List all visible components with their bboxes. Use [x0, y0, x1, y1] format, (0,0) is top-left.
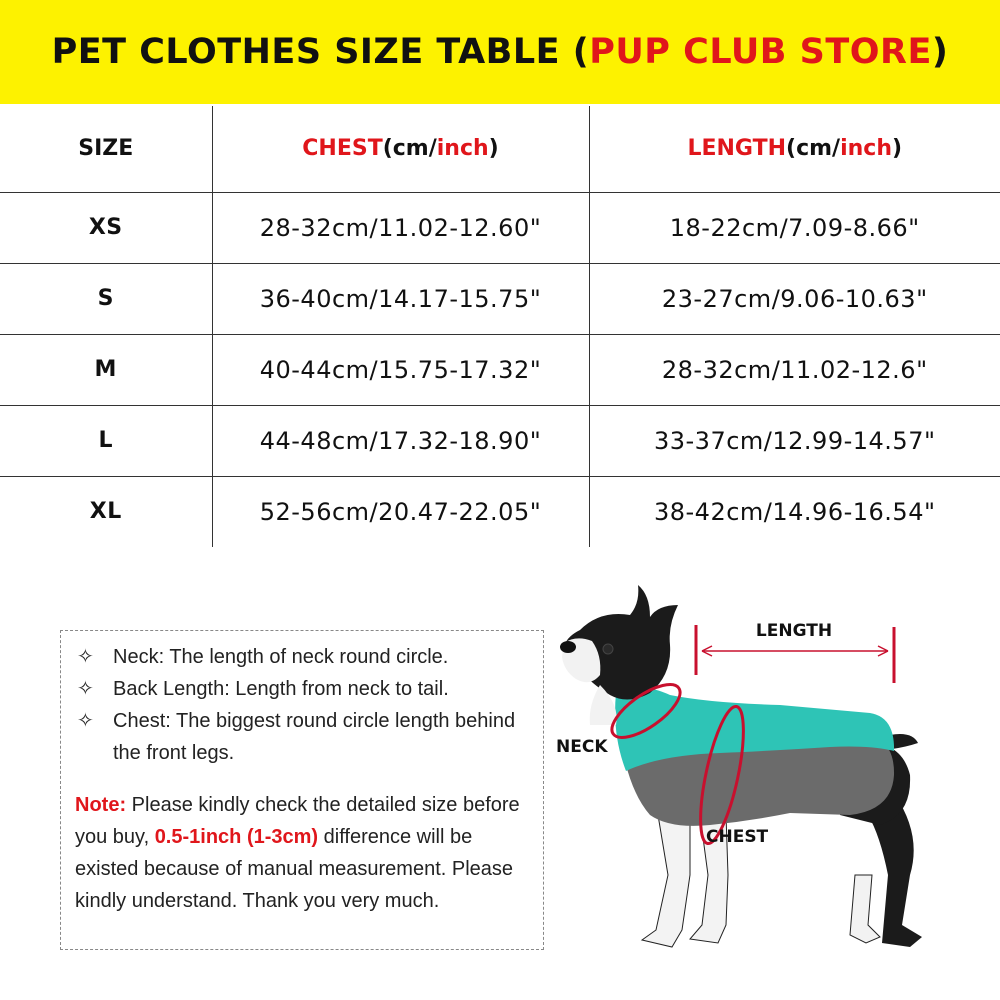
header-size: SIZE: [0, 106, 212, 192]
cell-length: 38-42cm/14.96-16.54": [589, 476, 1000, 547]
table-row: [0, 476, 1000, 547]
header-unit-open: (cm/: [786, 136, 841, 162]
cell-size: L: [0, 405, 212, 476]
note-label: Note:: [75, 794, 127, 816]
note-highlight: 0.5-1inch (1-3cm): [154, 826, 319, 848]
header-unit-inch: inch: [436, 136, 489, 162]
length-label: LENGTH: [755, 621, 833, 641]
dog-front-leg: [642, 815, 690, 947]
page-title: [52, 32, 949, 72]
header-chest-word: CHEST: [302, 136, 383, 162]
list-item: [75, 705, 529, 769]
size-table: [0, 106, 1000, 547]
title-prefix: PET CLOTHES SIZE TABLE (: [51, 32, 590, 72]
header-unit-inch: inch: [840, 136, 892, 162]
note-text-2: difference will be existed because of manual measurement. Please kindly understand. Thank you very much.: [75, 826, 514, 912]
dog-tail: [890, 734, 918, 749]
neck-label: NECK: [556, 737, 608, 757]
dog-illustration: [550, 575, 990, 985]
disclaimer-note: [75, 789, 529, 917]
cell-size: XS: [0, 192, 212, 263]
title-banner: [0, 0, 1000, 104]
cell-chest: 52-56cm/20.47-22.05": [212, 476, 589, 547]
store-name: PUP CLUB STORE: [589, 32, 932, 72]
cell-size: XL: [0, 476, 212, 547]
table-row: [0, 334, 1000, 405]
list-item: [75, 673, 529, 705]
dog-nose: [560, 641, 576, 653]
note-text-1: Please kindly check the detailed size before you buy,: [75, 794, 520, 848]
list-item: [75, 641, 529, 673]
star-bullet-icon: ✧: [77, 646, 94, 668]
header-chest: [212, 106, 589, 192]
cell-length: 28-32cm/11.02-12.6": [589, 334, 1000, 405]
cell-chest: 36-40cm/14.17-15.75": [212, 263, 589, 334]
note-back-length: Back Length: Length from neck to tail.: [113, 678, 449, 700]
table-row: [0, 192, 1000, 263]
cell-length: 33-37cm/12.99-14.57": [589, 405, 1000, 476]
cell-chest: 40-44cm/15.75-17.32": [212, 334, 589, 405]
table-row: [0, 405, 1000, 476]
header-unit-close: ): [488, 136, 499, 162]
star-bullet-icon: ✧: [77, 678, 94, 700]
header-unit-open: (cm/: [382, 136, 437, 162]
cell-length: 23-27cm/9.06-10.63": [589, 263, 1000, 334]
header-length: [589, 106, 1000, 192]
table-row: [0, 263, 1000, 334]
star-bullet-icon: ✧: [77, 710, 94, 732]
dog-back-leg-white: [850, 875, 880, 943]
chest-label: CHEST: [706, 827, 769, 847]
cell-size: M: [0, 334, 212, 405]
measurement-notes-box: [60, 630, 544, 950]
cell-chest: 44-48cm/17.32-18.90": [212, 405, 589, 476]
cell-size: S: [0, 263, 212, 334]
header-unit-close: ): [891, 136, 903, 162]
cell-length: 18-22cm/7.09-8.66": [589, 192, 1000, 263]
note-chest: Chest: The biggest round circle length behind the front legs.: [113, 710, 516, 764]
cell-chest: 28-32cm/11.02-12.60": [212, 192, 589, 263]
header-length-word: LENGTH: [687, 136, 787, 162]
note-neck: Neck: The length of neck round circle.: [113, 646, 449, 668]
table-header-row: [0, 106, 1000, 192]
title-suffix: ): [931, 32, 949, 72]
dog-eye: [603, 644, 613, 654]
dog-measurement-figure: [550, 575, 990, 985]
